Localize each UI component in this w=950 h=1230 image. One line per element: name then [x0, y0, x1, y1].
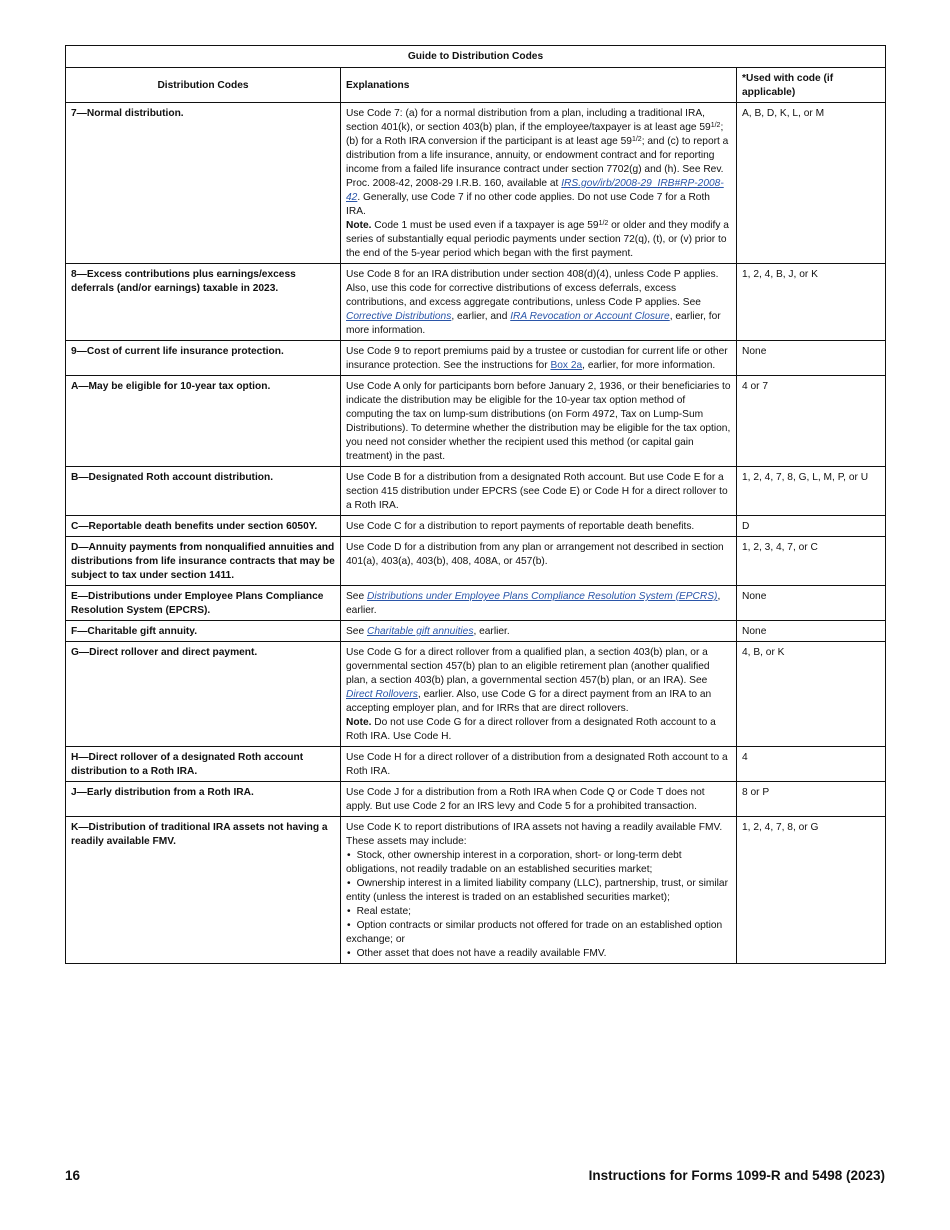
distribution-code: C—Reportable death benefits under section 6050Y.	[66, 516, 341, 537]
distribution-code: 8—Excess contributions plus earnings/excess deferrals (and/or earnings) taxable in 2023.	[66, 264, 341, 341]
explanation: Use Code A only for participants born before January 2, 1936, or their beneficiaries to indicate the distribution may be eligible for the 10-year tax option method of computing the tax on lump-sum distributions (on Form 4972, Tax on Lump-Sum Distributions). To determine whether the distribution may be eligible for the tax option, you need not consider whether the recipient used this method (or capital gain treatment) in the past.	[341, 376, 737, 467]
used-with-code: 4 or 7	[737, 376, 886, 467]
distribution-code: H—Direct rollover of a designated Roth account distribution to a Roth IRA.	[66, 747, 341, 782]
list-item: • Stock, other ownership interest in a corporation, short- or long-term debt obligations, not readily tradable on an established securities market;	[346, 849, 731, 877]
used-with-code: A, B, D, K, L, or M	[737, 103, 886, 264]
header-used-with-code: *Used with code (if applicable)	[737, 68, 886, 103]
explanation: Use Code B for a distribution from a designated Roth account. But use Code E for a section 415 distribution under EPCRS (see Code E) or Code H for a direct rollover to a Roth IRA.	[341, 467, 737, 516]
table-caption: Guide to Distribution Codes	[66, 46, 886, 68]
list-item: • Option contracts or similar products not offered for trade on an established option exchange; or	[346, 919, 731, 947]
explanation: Use Code G for a direct rollover from a qualified plan, a section 403(b) plan, or a governmental section 457(b) plan to an eligible retirement plan (another qualified plan, a section 403(b) plan, a governmental section 457(b) plan, or an IRA). See Direct Rollovers, earlier. Also, use Code G for a direct payment from an IRA to an accepting employer plan, and for IRRs that are direct rollovers. Note. Do not use Code G for a direct rollover from a designated Roth account to a Roth IRA. Use Code H.	[341, 642, 737, 747]
distribution-code: E—Distributions under Employee Plans Compliance Resolution System (EPCRS).	[66, 586, 341, 621]
used-with-code: 8 or P	[737, 782, 886, 817]
used-with-code: 1, 2, 4, B, J, or K	[737, 264, 886, 341]
table-caption-row	[66, 46, 886, 68]
table-row	[66, 621, 886, 642]
box-2a-link[interactable]: Box 2a	[550, 360, 583, 371]
distribution-code: J—Early distribution from a Roth IRA.	[66, 782, 341, 817]
table-row	[66, 516, 886, 537]
used-with-code: 4, B, or K	[737, 642, 886, 747]
list-item: • Other asset that does not have a readily available FMV.	[346, 947, 731, 961]
used-with-code: None	[737, 341, 886, 376]
explanation: Use Code 8 for an IRA distribution under section 408(d)(4), unless Code P applies. Also, use this code for corrective distributions of excess deferrals, excess contributions, and excess aggregate contributions, unless Code P applies. See Corrective Distributions, earlier, and IRA Revocation or Account Closure, earlier, for more information.	[341, 264, 737, 341]
irb-link[interactable]: IRS.gov/irb/2008-29_IRB#RP-2008-42	[346, 178, 724, 203]
list-item: • Ownership interest in a limited liability company (LLC), partnership, trust, or similar entity (unless the interest is traded on an established securities market);	[346, 877, 731, 905]
table-row	[66, 817, 886, 964]
used-with-code: None	[737, 621, 886, 642]
explanation: Use Code J for a distribution from a Roth IRA when Code Q or Code T does not apply. But use Code 2 for an IRS levy and Code 5 for a prohibited transaction.	[341, 782, 737, 817]
distribution-code: A—May be eligible for 10-year tax option.	[66, 376, 341, 467]
header-distribution-codes: Distribution Codes	[66, 68, 341, 103]
table-row	[66, 747, 886, 782]
distribution-code: 7—Normal distribution.	[66, 103, 341, 264]
header-explanations: Explanations	[341, 68, 737, 103]
distribution-code: D—Annuity payments from nonqualified annuities and distributions from life insurance contracts that may be subject to tax under section 1411.	[66, 537, 341, 586]
used-with-code: D	[737, 516, 886, 537]
explanation: Use Code D for a distribution from any plan or arrangement not described in section 401(a), 403(a), 403(b), 408, 408A, or 457(b).	[341, 537, 737, 586]
explanation: Use Code 9 to report premiums paid by a trustee or custodian for current life or other insurance protection. See the instructions for Box 2a, earlier, for more information.	[341, 341, 737, 376]
page-content	[65, 45, 885, 964]
document-title: Instructions for Forms 1099-R and 5498 (2023)	[588, 1168, 885, 1183]
fmv-asset-list	[346, 849, 731, 961]
distribution-code: K—Distribution of traditional IRA assets not having a readily available FMV.	[66, 817, 341, 964]
note-label: Note.	[346, 220, 372, 231]
corrective-distributions-link[interactable]: Corrective Distributions	[346, 311, 452, 322]
epcrs-link[interactable]: Distributions under Employee Plans Compliance Resolution System (EPCRS)	[366, 591, 718, 602]
table-row	[66, 586, 886, 621]
table-row	[66, 467, 886, 516]
note-label: Note.	[346, 717, 372, 728]
page-footer	[65, 1168, 885, 1188]
explanation: Use Code 7: (a) for a normal distribution from a plan, including a traditional IRA, section 401(k), or section 403(b) plan, if the employee/taxpayer is at least age $59^{1/2}$; (b) for a Roth IRA conversion if the participant is at least age $59^{1/2}$; and (c) to report a distribution from a life insurance, annuity, or endowment contract and for reporting income from a failed life insurance contract under section 7702(g) and (h). See Rev. Proc. 2008-42, 2008-29 I.R.B. 160, available at IRS.gov/irb/2008-29_IRB#RP-2008-42. Generally, use Code 7 if no other code applies. Do not use Code 7 for a Roth IRA. Note. Code 1 must be used even if a taxpayer is age $59^{1/2}$ or older and they modify a series of substantially equal periodic payments under section 72(q), (t), or (v) prior to the end of the 5-year period which began with the first payment.	[341, 103, 737, 264]
table-header-row	[66, 68, 886, 103]
used-with-code: 1, 2, 4, 7, 8, G, L, M, P, or U	[737, 467, 886, 516]
used-with-code: 4	[737, 747, 886, 782]
explanation: Use Code K to report distributions of IRA assets not having a readily available FMV. These assets may include: • Stock, other ownership interest in a corporation, short- or long-term debt obligations, not readily tradable on an established securities market; • Ownership interest in a limited liability company (LLC), partnership, trust, or similar entity (unless the interest is traded on an established securities market); • Real estate; • Option contracts or similar products not offered for trade on an established option exchange; or • Other asset that does not have a readily available FMV.	[341, 817, 737, 964]
distribution-code: B—Designated Roth account distribution.	[66, 467, 341, 516]
distribution-code: 9—Cost of current life insurance protection.	[66, 341, 341, 376]
explanation: See Distributions under Employee Plans Compliance Resolution System (EPCRS), earlier.	[341, 586, 737, 621]
distribution-codes-table	[65, 45, 886, 964]
table-row	[66, 642, 886, 747]
page-number: 16	[65, 1168, 81, 1183]
distribution-code: G—Direct rollover and direct payment.	[66, 642, 341, 747]
distribution-code: F—Charitable gift annuity.	[66, 621, 341, 642]
charitable-gift-annuities-link[interactable]: Charitable gift annuities	[366, 626, 474, 637]
used-with-code: 1, 2, 4, 7, 8, or G	[737, 817, 886, 964]
used-with-code: 1, 2, 3, 4, 7, or C	[737, 537, 886, 586]
table-row	[66, 376, 886, 467]
table-row	[66, 264, 886, 341]
table-row	[66, 103, 886, 264]
table-row	[66, 537, 886, 586]
list-item: • Real estate;	[346, 905, 731, 919]
table-row	[66, 341, 886, 376]
explanation: Use Code C for a distribution to report payments of reportable death benefits.	[341, 516, 737, 537]
used-with-code: None	[737, 586, 886, 621]
explanation: Use Code H for a direct rollover of a distribution from a designated Roth account to a Roth IRA.	[341, 747, 737, 782]
ira-revocation-link[interactable]: IRA Revocation or Account Closure	[510, 311, 670, 322]
explanation: See Charitable gift annuities, earlier.	[341, 621, 737, 642]
table-row	[66, 782, 886, 817]
direct-rollovers-link[interactable]: Direct Rollovers	[346, 689, 418, 700]
